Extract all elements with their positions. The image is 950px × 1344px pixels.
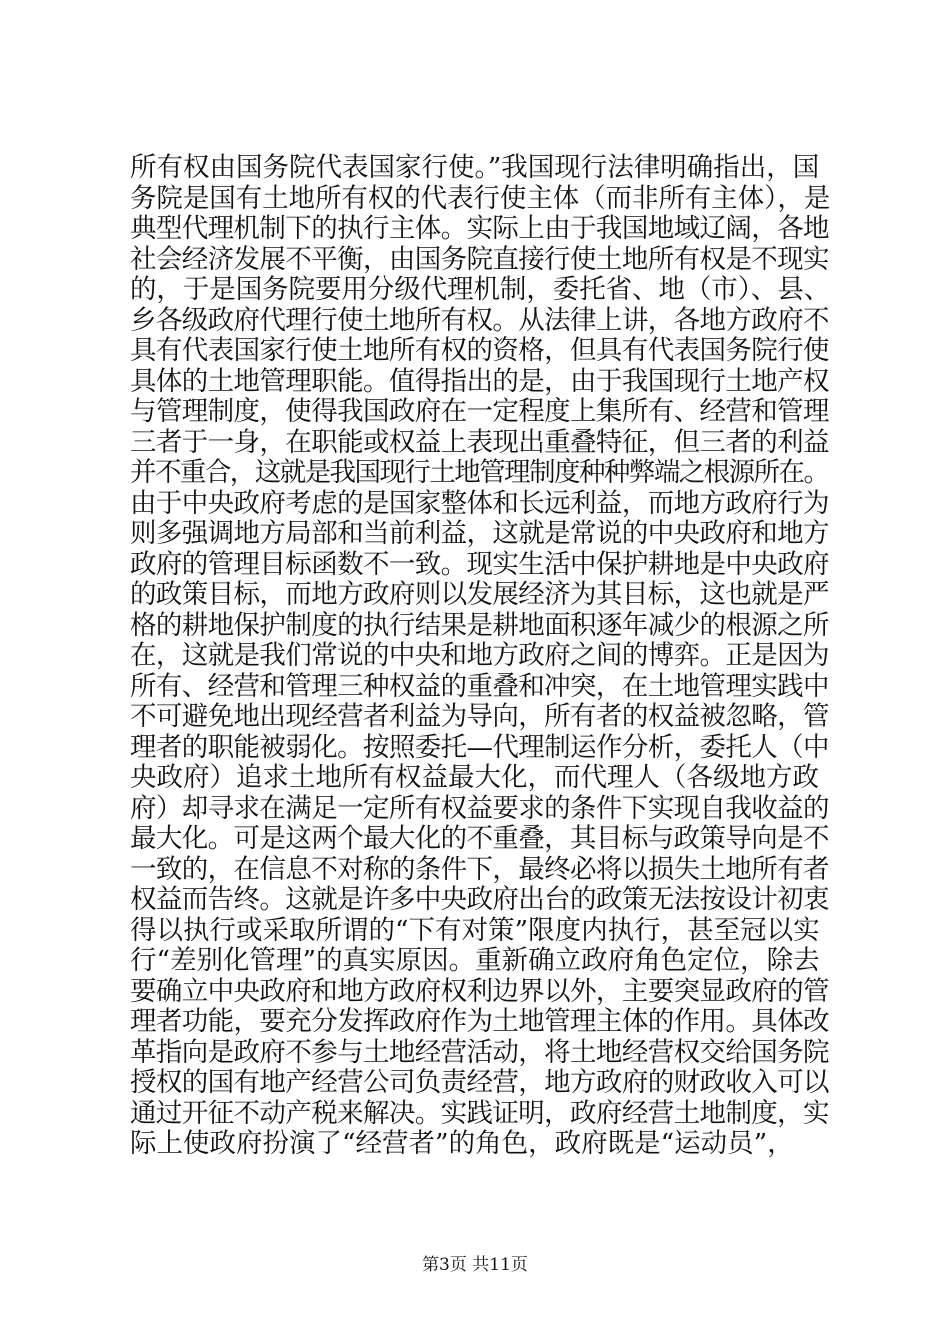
text-line: 得以执行或采取所谓的“下有对策”限度内执行，甚至冠以实 [130, 914, 820, 946]
text-line: 与管理制度，使得我国政府在一定程度上集所有、经营和管理 [130, 396, 829, 427]
text-line: 最大化。可是这两个最大化的不重叠，其目标与政策导向是不 [130, 823, 829, 854]
text-line: 行“差别化管理”的真实原因。重新确立政府角色定位，除去 [130, 945, 820, 976]
text-line: 要确立中央政府和地方政府权利边界以外，主要突显政府的管 [130, 975, 829, 1007]
text-line: 并不重合，这就是我国现行土地管理制度种种弊端之根源所在。 [130, 457, 829, 488]
text-line: 具体的土地管理职能。值得指出的是，由于我国现行土地产权 [130, 365, 829, 397]
text-line: 所有权由国务院代表国家行使。”我国现行法律明确指出，国 [130, 152, 820, 183]
text-line: 务院是国有土地所有权的代表行使主体（而非所有主体），是 [130, 182, 831, 214]
text-line: 权益而告终。这就是许多中央政府出台的政策无法按设计初衷 [130, 884, 829, 915]
body-paragraph [130, 153, 830, 1160]
text-line: 际上使政府扮演了“经营者”的角色，政府既是“运动员”， [130, 1128, 794, 1159]
text-line: 理者的职能被弱化。按照委托—代理制运作分析，委托人（中 [130, 731, 829, 763]
text-line: 三者于一身，在职能或权益上表现出重叠特征，但三者的利益 [130, 426, 829, 458]
text-line: 的政策目标，而地方政府则以发展经济为其目标，这也就是严 [130, 579, 829, 610]
text-line: 央政府）追求土地所有权益最大化，而代理人（各级地方政 [130, 762, 819, 793]
text-line: 政府的管理目标函数不一致。现实生活中保护耕地是中央政府 [130, 548, 829, 580]
page-number-footer: 第3页 共11页 [422, 1255, 528, 1275]
text-line: 不可避免地出现经营者利益为导向，所有者的权益被忽略，管 [130, 701, 829, 732]
text-line: 由于中央政府考虑的是国家整体和长远利益，而地方政府行为 [130, 487, 829, 519]
text-line: 具有代表国家行使土地所有权的资格，但具有代表国务院行使 [130, 335, 829, 366]
text-line: 理者功能，要充分发挥政府作为土地管理主体的作用。具体改 [130, 1006, 829, 1037]
text-line: 授权的国有地产经营公司负责经营，地方政府的财政收入可以 [130, 1067, 829, 1098]
text-line: 一致的，在信息不对称的条件下，最终必将以损失土地所有者 [130, 853, 829, 885]
text-line: 府）却寻求在满足一定所有权益要求的条件下实现自我收益的 [130, 792, 829, 824]
text-line: 社会经济发展不平衡，由国务院直接行使土地所有权是不现实 [130, 243, 829, 275]
text-line: 革指向是政府不参与土地经营活动，将土地经营权交给国务院 [130, 1036, 829, 1068]
text-line: 通过开征不动产税来解决。实践证明，政府经营土地制度，实 [130, 1097, 829, 1129]
text-line: 则多强调地方局部和当前利益，这就是常说的中央政府和地方 [130, 518, 829, 549]
text-line: 所有、经营和管理三种权益的重叠和冲突，在土地管理实践中 [130, 670, 829, 702]
text-line: 在，这就是我们常说的中央和地方政府之间的博弈。正是因为 [130, 640, 829, 671]
text-line: 的，于是国务院要用分级代理机制，委托省、地（市）、县、 [130, 274, 831, 305]
text-line: 典型代理机制下的执行主体。实际上由于我国地域辽阔，各地 [130, 213, 829, 244]
text-line: 格的耕地保护制度的执行结果是耕地面积逐年减少的根源之所 [130, 609, 829, 641]
text-line: 乡各级政府代理行使土地所有权。从法律上讲，各地方政府不 [130, 304, 829, 336]
